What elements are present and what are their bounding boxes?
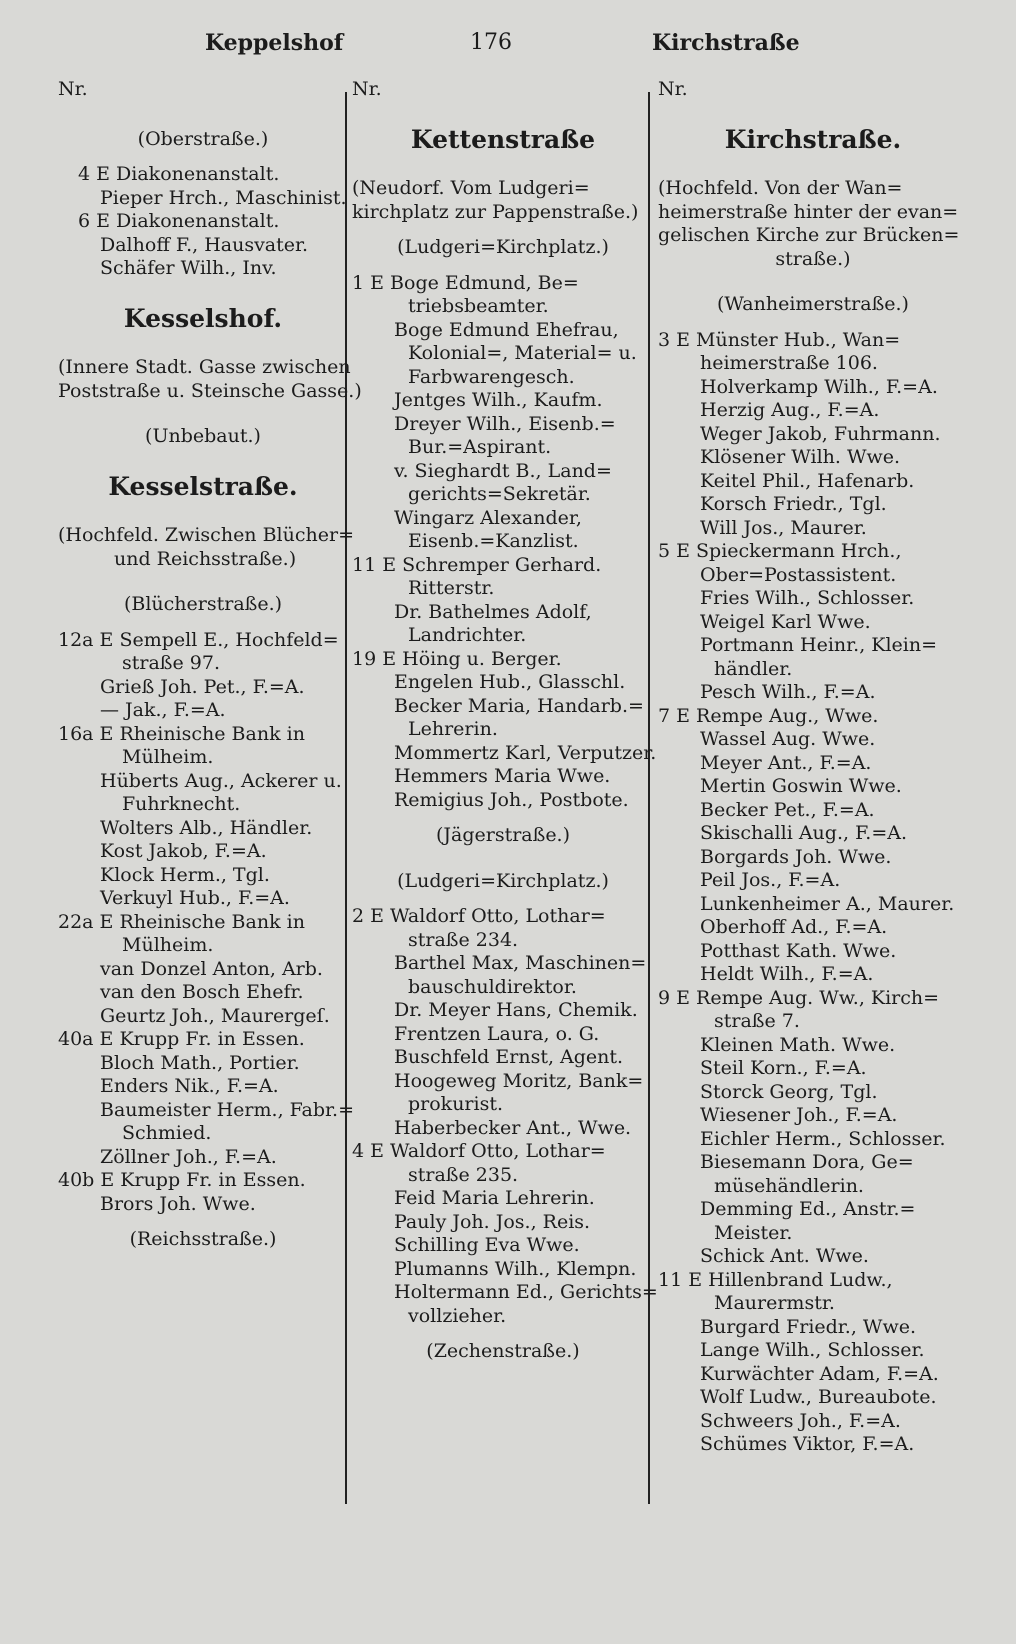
- entry: Mülheim.: [122, 746, 214, 768]
- entry: Potthast Kath. Wwe.: [700, 939, 897, 962]
- street-description: (Hochfeld. Zwischen Blücher=: [58, 524, 354, 546]
- entry: Lunkenheimer A., Maurer.: [700, 892, 955, 915]
- entry: händler.: [714, 657, 793, 680]
- column-2: [352, 78, 658, 1364]
- entry: 16a E Rheinische Bank in: [58, 722, 305, 745]
- entry: Burgard Friedr., Wwe.: [700, 1315, 916, 1338]
- entry: Weigel Karl Wwe.: [700, 610, 871, 633]
- entry: Fuhrknecht.: [122, 793, 241, 815]
- street-description: straße.): [775, 247, 851, 270]
- entry: Bur.=Aspirant.: [408, 436, 552, 458]
- nr-label: Nr.: [352, 78, 382, 100]
- entry: Wolters Alb., Händler.: [100, 816, 313, 839]
- page-number: 176: [470, 30, 512, 55]
- entry: Landrichter.: [408, 624, 527, 646]
- entry: Lehrerin.: [408, 718, 498, 740]
- entry: straße 235.: [408, 1163, 519, 1186]
- entry: Biesemann Dora, Ge=: [700, 1151, 914, 1173]
- section-note: (Ludgeri=Kirchplatz.): [397, 869, 609, 892]
- entry: Meyer Ant., F.=A.: [700, 751, 872, 774]
- entry: Keitel Phil., Hafenarb.: [700, 469, 915, 492]
- entry: Kurwächter Adam, F.=A.: [700, 1362, 939, 1385]
- entry: vollzieher.: [408, 1304, 507, 1327]
- entry: Jentges Wilh., Kaufm.: [394, 389, 603, 411]
- entry: Brors Joh. Wwe.: [100, 1192, 256, 1215]
- entry: Borgards Joh. Wwe.: [700, 845, 892, 868]
- entry: Becker Maria, Handarb.=: [394, 694, 644, 717]
- entry: Dalhoff F., Hausvater.: [100, 233, 309, 256]
- entry: Klösener Wilh. Wwe.: [700, 446, 901, 468]
- entry: Kost Jakob, F.=A.: [100, 840, 267, 862]
- entry: 4 E Waldorf Otto, Lothar=: [352, 1140, 606, 1162]
- entry: Zöllner Joh., F.=A.: [100, 1145, 277, 1168]
- entry: Schümes Viktor, F.=A.: [700, 1433, 915, 1455]
- entry: 11 E Schremper Gerhard.: [352, 553, 602, 576]
- entry: 3 E Münster Hub., Wan=: [658, 328, 901, 351]
- entry: Weger Jakob, Fuhrmann.: [700, 422, 941, 445]
- entry: Ritterstr.: [408, 577, 495, 599]
- entry: Klock Herm., Tgl.: [100, 863, 270, 886]
- entry: Hoogeweg Moritz, Bank=: [394, 1069, 644, 1092]
- entry: Storck Georg, Tgl.: [700, 1080, 878, 1103]
- entry: v. Sieghardt B., Land=: [394, 459, 612, 482]
- entry: Eisenb.=Kanzlist.: [408, 530, 579, 552]
- entry: Pesch Wilh., F.=A.: [700, 681, 876, 703]
- street-title: Kirchstraße.: [724, 124, 902, 154]
- entry: triebsbeamter.: [408, 295, 549, 317]
- entry: straße 97.: [122, 652, 220, 674]
- section-note: (Wanheimerstraße.): [717, 293, 909, 315]
- column-1: [58, 78, 362, 1252]
- entry: Pauly Joh. Jos., Reis.: [394, 1210, 591, 1233]
- entry: Dreyer Wilh., Eisenb.=: [394, 412, 616, 435]
- entry: gerichts=Sekretär.: [408, 483, 591, 505]
- section-note: (Reichsstraße.): [129, 1228, 277, 1250]
- section-note: (Blücherstraße.): [123, 593, 283, 615]
- section-note: (Jägerstraße.): [435, 824, 571, 846]
- nr-label: Nr.: [58, 78, 88, 100]
- entry: Maurermstr.: [714, 1292, 835, 1314]
- entry: bauschuldirektor.: [408, 975, 577, 998]
- street-title: Kesselstraße.: [108, 471, 298, 501]
- entry: Buschfeld Ernst, Agent.: [394, 1046, 624, 1068]
- section-note: (Oberstraße.): [137, 127, 269, 150]
- entry: 9 E Rempe Aug. Ww., Kirch=: [658, 986, 940, 1009]
- entry: Wiesener Joh., F.=A.: [700, 1104, 898, 1126]
- entry: Oberhoff Ad., F.=A.: [700, 916, 888, 938]
- entry: Schilling Eva Wwe.: [394, 1234, 580, 1256]
- entry: Pieper Hrch., Maschinist.: [100, 186, 347, 209]
- entry: Mertin Goswin Wwe.: [700, 775, 902, 797]
- entry: Kleinen Math. Wwe.: [700, 1033, 896, 1056]
- entry: Wingarz Alexander,: [394, 506, 582, 529]
- entry: 6 E Diakonenanstalt.: [78, 210, 280, 232]
- entry: Holtermann Ed., Gerichts=: [394, 1281, 658, 1303]
- entry: Grieß Joh. Pet., F.=A.: [100, 675, 305, 698]
- entry: Dr. Bathelmes Adolf,: [394, 600, 592, 623]
- entry: Skischalli Aug., F.=A.: [700, 822, 908, 844]
- header-right: Kirchstraße: [652, 30, 800, 56]
- entry: Haberbecker Ant., Wwe.: [394, 1116, 632, 1139]
- entry: Barthel Max, Maschinen=: [394, 952, 647, 974]
- entry: Holverkamp Wilh., F.=A.: [700, 375, 938, 398]
- street-description: Poststraße u. Steinsche Gasse.): [58, 379, 362, 402]
- entry: Schmied.: [122, 1122, 212, 1144]
- entry: Kolonial=, Material= u.: [408, 342, 637, 364]
- entry: Remigius Joh., Postbote.: [394, 788, 629, 811]
- entry: straße 234.: [408, 928, 519, 951]
- entry: Hemmers Maria Wwe.: [394, 765, 611, 787]
- column-3: [658, 78, 968, 1457]
- entry: Feid Maria Lehrerin.: [394, 1187, 595, 1209]
- entry: Eichler Herm., Schlosser.: [700, 1127, 946, 1150]
- entry: Baumeister Herm., Fabr.=: [100, 1098, 354, 1121]
- entry: — Jak., F.=A.: [100, 699, 226, 721]
- entry: prokurist.: [408, 1093, 504, 1115]
- entry: Enders Nik., F.=A.: [100, 1075, 279, 1097]
- entry: 12a E Sempell E., Hochfeld=: [58, 628, 339, 651]
- entry: 2 E Waldorf Otto, Lothar=: [352, 905, 606, 927]
- entry: 1 E Boge Edmund, Be=: [352, 271, 579, 294]
- entry: 40b E Krupp Fr. in Essen.: [58, 1169, 306, 1191]
- entry: Geurtz Joh., Maurergeſ.: [100, 1004, 330, 1027]
- entry: Schäfer Wilh., Inv.: [100, 257, 277, 279]
- entry: van Donzel Anton, Arb.: [100, 957, 323, 980]
- entry: Wassel Aug. Wwe.: [700, 728, 876, 750]
- street-title: Kesselshof.: [123, 303, 283, 333]
- entry: Korsch Friedr., Tgl.: [700, 493, 887, 515]
- entry: Hüberts Aug., Ackerer u.: [100, 769, 342, 792]
- entry: 4 E Diakonenanstalt.: [78, 163, 280, 185]
- entry: 19 E Höing u. Berger.: [352, 647, 562, 670]
- entry: van den Bosch Ehefr.: [100, 981, 304, 1003]
- entry: Peil Jos., F.=A.: [700, 869, 841, 891]
- street-title: Kettenstraße: [410, 124, 596, 154]
- entry: Becker Pet., F.=A.: [700, 798, 875, 821]
- entry: Wolf Ludw., Bureaubote.: [700, 1386, 937, 1408]
- entry: 40a E Krupp Fr. in Essen.: [58, 1028, 305, 1050]
- section-note: (Unbebaut.): [145, 425, 261, 447]
- section-note: (Ludgeri=Kirchplatz.): [397, 236, 609, 258]
- entry: 5 E Spieckermann Hrch.,: [658, 540, 902, 562]
- nr-label: Nr.: [658, 78, 688, 100]
- entry: 22a E Rheinische Bank in: [58, 910, 305, 933]
- entry: Herzig Aug., F.=A.: [700, 399, 880, 421]
- section-note: (Zechenstraße.): [426, 1340, 580, 1362]
- entry: Boge Edmund Ehefrau,: [394, 318, 619, 341]
- entry: Farbwarengesch.: [408, 365, 575, 388]
- entry: Mommertz Karl, Verputzer.: [394, 741, 657, 764]
- entry: Ober=Postassistent.: [700, 563, 897, 586]
- entry: Frentzen Laura, o. G.: [394, 1022, 600, 1045]
- entry: Plumanns Wilh., Klempn.: [394, 1257, 637, 1280]
- street-description: kirchplatz zur Pappenstraße.): [352, 200, 639, 223]
- entry: Will Jos., Maurer.: [700, 516, 867, 539]
- street-description: und Reichsstraße.): [114, 547, 297, 570]
- entry: Meister.: [714, 1221, 793, 1244]
- entry: müsehändlerin.: [714, 1174, 864, 1197]
- entry: heimerstraße 106.: [700, 352, 878, 374]
- entry: straße 7.: [714, 1010, 800, 1032]
- header-left: Keppelshof: [205, 30, 344, 56]
- street-description: (Innere Stadt. Gasse zwischen: [58, 356, 351, 378]
- street-description: (Hochfeld. Von der Wan=: [658, 177, 903, 199]
- entry: Schweers Joh., F.=A.: [700, 1409, 901, 1432]
- street-description: (Neudorf. Vom Ludgeri=: [352, 177, 590, 199]
- entry: 7 E Rempe Aug., Wwe.: [658, 704, 879, 727]
- entry: Portmann Heinr., Klein=: [700, 634, 938, 656]
- street-description: heimerstraße hinter der evan=: [658, 200, 959, 223]
- entry: Verkuyl Hub., F.=A.: [100, 887, 290, 909]
- entry: 11 E Hillenbrand Ludw.,: [658, 1268, 893, 1291]
- entry: Schick Ant. Wwe.: [700, 1245, 869, 1267]
- entry: Bloch Math., Portier.: [100, 1051, 300, 1074]
- entry: Dr. Meyer Hans, Chemik.: [394, 999, 638, 1021]
- street-description: gelischen Kirche zur Brücken=: [658, 224, 960, 246]
- entry: Engelen Hub., Glasschl.: [394, 671, 626, 693]
- entry: Heldt Wilh., F.=A.: [700, 963, 874, 985]
- entry: Steil Korn., F.=A.: [700, 1057, 867, 1079]
- entry: Mülheim.: [122, 934, 214, 956]
- entry: Fries Wilh., Schlosser.: [700, 587, 915, 609]
- page-header: [0, 30, 1016, 70]
- entry: Demming Ed., Anstr.=: [700, 1198, 916, 1220]
- entry: Lange Wilh., Schlosser.: [700, 1339, 925, 1361]
